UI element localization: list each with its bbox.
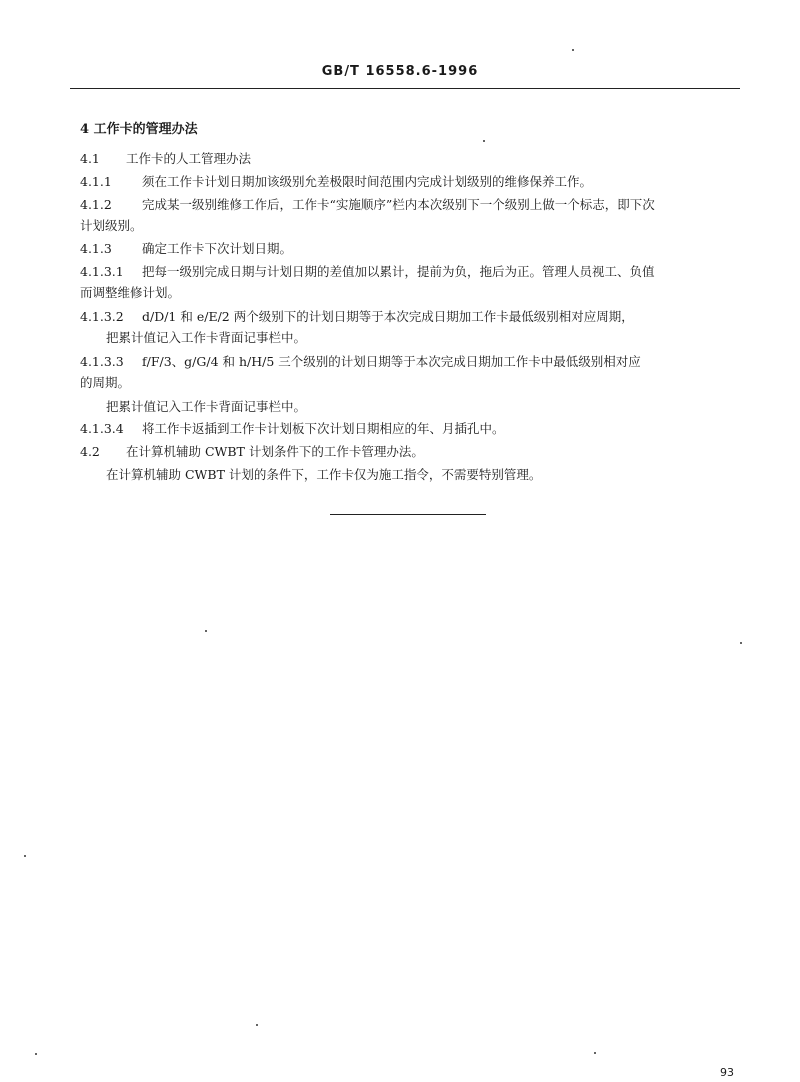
section-title: 4 工作卡的管理办法: [80, 122, 198, 137]
page-number: 93: [720, 1066, 734, 1079]
scan-speck: [594, 1052, 596, 1054]
scan-speck: [483, 140, 485, 142]
clause-4-1-3: [80, 238, 740, 259]
clause-text: 须在工作卡计划日期加该级别允差极限时间范围内完成计划级别的维修保养工作。: [141, 174, 592, 189]
clause-4-2: [80, 441, 740, 462]
clause-text: d/D/1 和 e/E/2 两个级别下的计划日期等于本次完成日期加工作卡最低级别相对应周期，: [141, 309, 634, 324]
clause-4-1-3-1-continuation: 而调整维修计划。: [80, 285, 181, 300]
clause-text: 把每一级别完成日期与计划日期的差值加以累计，提前为负，拖后为正。管理人员视工、负值: [141, 264, 655, 279]
clause-4-1-3-2: [80, 306, 740, 327]
clause-4-1-3-2-continuation: 把累计值记入工作卡背面记事栏中。: [106, 330, 307, 345]
clause-text: 在计算机辅助 CWBT 计划条件下的工作卡管理办法。: [125, 444, 424, 459]
clause-text: 完成某一级别维修工作后，工作卡“实施顺序”栏内本次级别下一个级别上做一个标志，即下次: [141, 197, 655, 212]
clause-4-1-2: [80, 194, 740, 215]
clause-text: 将工作卡返插到工作卡计划板下次计划日期相应的年、月插孔中。: [141, 421, 505, 436]
clause-4-1-1: [80, 171, 740, 192]
clause-number: 4.1.3.2: [80, 309, 124, 324]
clause-number: 4.2: [80, 444, 100, 459]
scan-speck: [256, 1024, 258, 1026]
scan-speck: [35, 1053, 37, 1055]
clause-4-2-continuation: 在计算机辅助 CWBT 计划的条件下，工作卡仅为施工指令，不需要特别管理。: [106, 467, 542, 482]
clause-text: 工作卡的人工管理办法: [125, 151, 251, 166]
scan-speck: [572, 49, 574, 51]
clause-number: 4.1.3.1: [80, 264, 124, 279]
clause-4-1-3-3: [80, 351, 740, 372]
clause-number: 4.1: [80, 151, 100, 166]
clause-text: f/F/3、g/G/4 和 h/H/5 三个级别的计划日期等于本次完成日期加工作卡中最低级别相对应: [141, 354, 641, 369]
clause-4-1-3-3-note: 把累计值记入工作卡背面记事栏中。: [106, 399, 307, 414]
clause-4-1: [80, 148, 740, 169]
scan-speck: [740, 642, 742, 644]
clause-4-1-3-1: [80, 261, 740, 282]
scan-speck: [205, 630, 207, 632]
scan-speck: [24, 855, 26, 857]
clause-number: 4.1.3.3: [80, 354, 124, 369]
clause-number: 4.1.2: [80, 197, 112, 212]
clause-number: 4.1.1: [80, 174, 112, 189]
clause-number: 4.1.3.4: [80, 421, 124, 436]
clause-number: 4.1.3: [80, 241, 112, 256]
clause-4-1-3-4: [80, 418, 740, 439]
clause-4-1-3-3-continuation: 的周期。: [80, 375, 131, 390]
header-rule: [70, 88, 740, 89]
clause-text: 确定工作卡下次计划日期。: [141, 241, 292, 256]
clause-4-1-2-continuation: 计划级别。: [80, 218, 143, 233]
end-of-text-rule: [330, 514, 486, 515]
standard-code-header: GB/T 16558.6-1996: [321, 64, 479, 79]
